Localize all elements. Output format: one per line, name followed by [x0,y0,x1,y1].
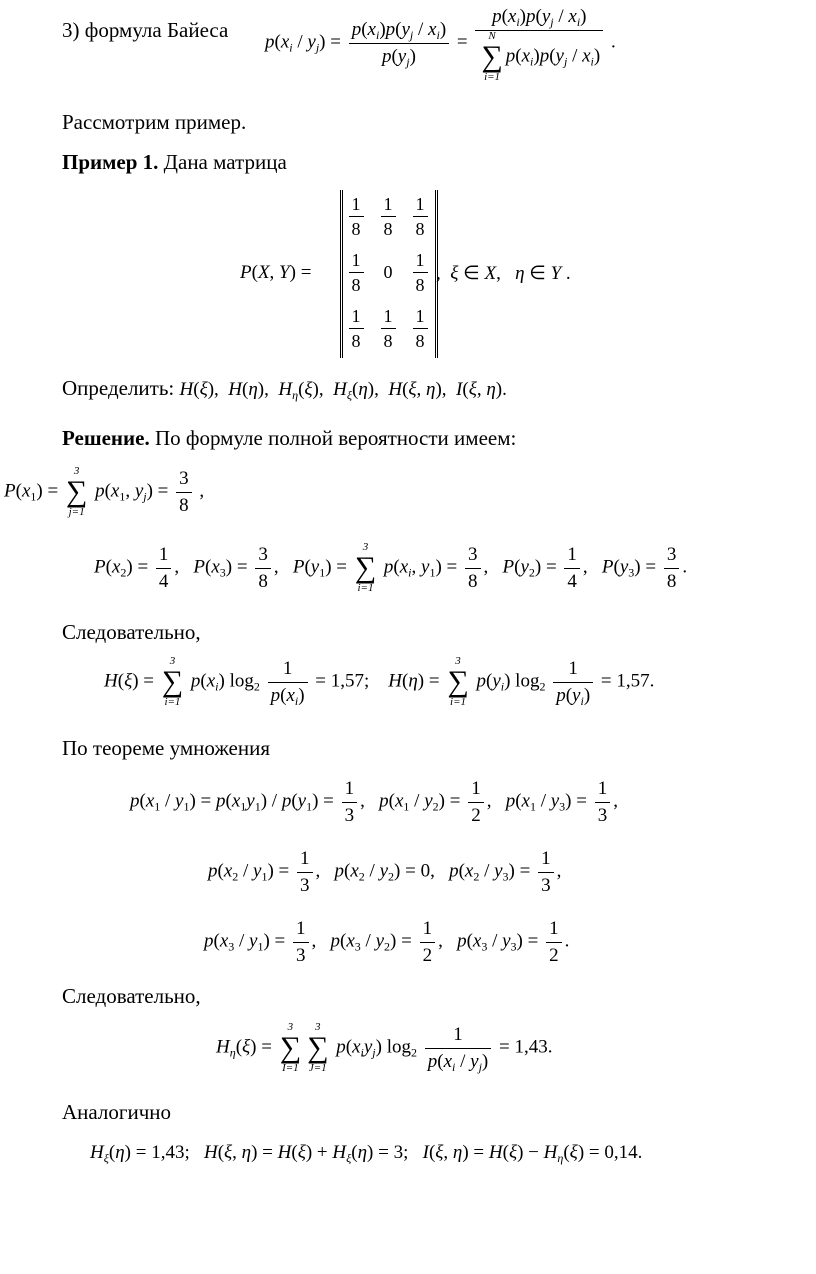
matrix-cell: $\frac{1}{8}$ [343,248,369,298]
solution-text: По формуле полной вероятности имеем: [149,426,517,450]
formula-conditional-entropy: $H_\eta(\xi)$ = 3 ∑ I=1 3 ∑ J=1 $p(x_iy_j)$ $\log_2$ $\frac{1}{p(x_i / y_j)}$ = 1,43. [216,1021,553,1075]
similarly: Аналогично [62,1100,172,1124]
determine-label: Определить: [62,376,175,400]
bayes-line [62,18,228,43]
matrix-cell: $\frac{1}{8}$ [407,304,433,354]
example-title: Пример 1. [62,150,159,174]
conditional-row-2: $p(x_2 / y_1)$ = $\frac{1}{3}$ , $p(x_2 / y_2) = 0$, $p(x_2 / y_3)$ = $\frac{1}{3}$ , [208,848,562,896]
bayes-prefix: 3) формула Байеса [62,18,229,42]
matrix-rhs: , ξ ∈ X, η ∈ Y . [436,263,571,284]
formula-entropies: H(ξ) = 3 ∑ i=1 $p(x_i)$ $\log_2$ $\frac{1}{p(x_i)}$ = 1,57; H(η) = 3 ∑ i=1 $p(y_i)$ $\log_2$ $\frac{1}{p(y_i)}$ = 1,57. [104,655,655,709]
matrix-cell: $\frac{1}{8}$ [375,192,401,242]
solution-heading [62,426,516,451]
matrix-lhs: P(X, Y) = [240,262,312,283]
matrix-cell: $\frac{1}{8}$ [407,192,433,242]
H-xi-value: 1,57 [330,670,365,692]
example-intro: Рассмотрим пример. [62,110,247,134]
matrix-cell: 0 [383,262,393,282]
determine-line: Определить: H(ξ), H(η), $H_\eta(\xi)$, $H_\xi(\eta)$, H(ξ, η), I(ξ, η). [62,376,507,402]
formula-P-marginals: $P(x_2)$ = $\frac{1}{4}$ , $P(x_3)$ = $\frac{3}{8}$ , $P(y_1)$ = 3 ∑ i=1 $p(x_i$, $y_1$) = $\frac{3}{8}$ , $P(y_2)$ = $\frac{1}{4}$ , $P(y_3)$ = $\frac{3}{8}$ . [94,541,688,595]
p-x2-y2-value: 0 [420,860,431,882]
matrix-cell: $\frac{1}{8}$ [343,304,369,354]
therefore-2: Следовательно, [62,984,201,1008]
formula-final: $H_\xi(\eta) = 1,43$; H(ξ, $\eta) = H(\xi) + H_\xi(\eta) = 3$; I(ξ, $\eta) = H(\xi) - H_\eta(\xi) = 0,14$. [90,1142,643,1165]
matrix-cell: $\frac{1}{8}$ [343,192,369,242]
H-eta-value: 1,57 [616,670,650,692]
matrix-cell: $\frac{1}{8}$ [375,304,401,354]
example-text: Дана матрица [158,150,287,174]
I-mutual-value: 0,14 [604,1142,638,1163]
conditional-row-3: $p(x_3 / y_1)$ = $\frac{1}{3}$ , $p(x_3 / y_2)$ = $\frac{1}{2}$ , $p(x_3 / y_3)$ = $\frac{1}{2}$ . [204,918,570,966]
multiplication-theorem: По теореме умножения [62,736,271,760]
H-eta-xi-value: 1,43 [514,1036,548,1058]
formula-P-x1: $P(x_1)$ = 3 ∑ j=1 $p(x_1$, $y_j$) = $\frac{3}{8}$ , [4,465,205,519]
bayes-formula: $p(x_i / y_j)$ = $\frac{p(x_i)p(y_j / x_i)}{p(y_j)}$ = $p(x_i)p(y_j / x_i)$ N ∑ i=1 $p(x_i)p(y_j / x_i)$ . [265,6,616,83]
probability-matrix [340,190,438,358]
therefore-1: Следовательно, [62,620,201,644]
example-heading [62,150,287,175]
matrix-cell: $\frac{1}{8}$ [407,248,433,298]
H-joint-value: 3 [393,1142,404,1163]
solution-title: Решение. [62,426,150,450]
H-xi-eta-value: 1,43 [151,1142,185,1163]
conditional-row-1: $p(x_1 / y_1) = p(x_1y_1) / p(y_1)$ = $\frac{1}{3}$ , $p(x_1 / y_2)$ = $\frac{1}{2}$ , $p(x_1 / y_3)$ = $\frac{1}{3}$ , [130,778,618,826]
